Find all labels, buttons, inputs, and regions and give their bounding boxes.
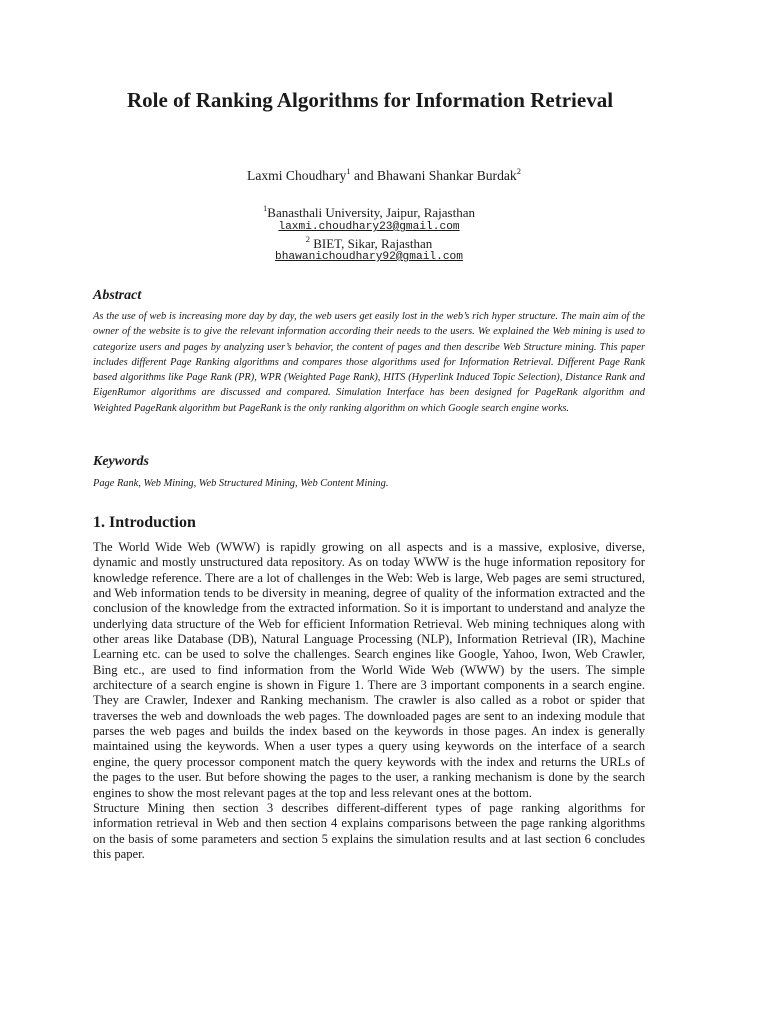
abstract-text: As the use of web is increasing more day by day, the web users get easily lost in the web’s rich hyper structure. The main aim of the owner of the website is to give the relevant information according their needs to the users. We explained the Web mining is used to categorize users and pages by analyzing user’s behavior, the content of pages and then describe Web Structure mining. This paper includes different Page Ranking algorithms and compares those algorithms used for Information Retrieval. Different Page Rank based algorithms like Page Rank (PR), WPR (Weighted Page Rank), HITS (Hyperlink Induced Topic Selection), Distance Rank and EigenRumor algorithms are discussed and compared. Simulation Interface has been designed for PageRank algorithm and Weighted PageRank algorithm but PageRank is the only ranking algorithm on which Google search engine works. <box>93 311 645 414</box>
introduction-heading: 1. Introduction <box>93 514 196 531</box>
affiliation-2-email-link[interactable]: bhawanichoudhary92@gmail.com <box>275 251 463 263</box>
paper-title: Role of Ranking Algorithms for Information Retrieval <box>126 88 614 112</box>
affiliation-1 <box>0 205 738 221</box>
abstract-heading: Abstract <box>93 288 142 303</box>
affiliation-1-sup: 1 <box>263 203 268 213</box>
keywords-text: Page Rank, Web Mining, Web Structured Mining, Web Content Mining. <box>93 478 389 489</box>
author-line <box>0 168 768 184</box>
author-1: Laxmi Choudhary <box>247 168 347 183</box>
author-2-sup: 2 <box>516 166 521 176</box>
author-2: Bhawani Shankar Burdak <box>377 168 517 183</box>
affiliation-1-email-link[interactable]: laxmi.choudhary23@gmail.com <box>278 221 460 233</box>
author-conjunction: and <box>353 168 374 183</box>
affiliation-2-sup: 2 <box>305 234 310 244</box>
affiliation-1-name: Banasthali University, Jaipur, Rajasthan <box>267 205 475 220</box>
introduction-paragraph-1: The World Wide Web (WWW) is rapidly growing on all aspects and is a massive, explosive, diverse, dynamic and mostly unstructured data repository. As on today WWW is the huge information repository for knowledge reference. There are a lot of challenges in the Web: Web is large, Web pages are semi structured, and Web information tends to be diversity in meaning, degree of quality of the information extracted and the conclusion of the knowledge from the extracted information. So it is important to understand and analyze the underlying data structure of the Web for efficient Information Retrieval. Web mining techniques along with other areas like Database (DB), Natural Language Processing (NLP), Information Retrieval (IR), Machine Learning etc. can be used to solve the challenges. Search engines like Google, Yahoo, Iwon, Web Crawler, Bing etc., are used to find information from the World Wide Web (WWW) by the users. The simple architecture of a search engine is shown in Figure 1. There are 3 important components in a search engine. They are Crawler, Indexer and Ranking mechanism. The crawler is also called as a robot or spider that traverses the web and downloads the web pages. The downloaded pages are sent to an indexing module that parses the web pages and builds the index based on the keywords in those pages. An index is generally maintained using the keywords. When a user types a query using keywords on the interface of a search engine, the query processor component match the query keywords with the index and returns the URLs of the pages to the user. But before showing the pages to the user, a ranking mechanism is done by the search engines to show the most relevant pages at the top and less relevant ones at the bottom. <box>93 540 645 800</box>
affiliation-2-name: BIET, Sikar, Rajasthan <box>313 236 433 251</box>
introduction-paragraph-2: Structure Mining then section 3 describes different-different types of page ranking algorithms for information retrieval in Web and then section 4 explains comparisons between the page ranking algorithms on the basis of some parameters and section 5 explains the simulation results and at last section 6 concludes this paper. <box>93 800 645 861</box>
author-1-sup: 1 <box>346 166 351 176</box>
affiliation-2 <box>0 236 738 252</box>
introduction-body <box>93 540 645 862</box>
keywords-heading: Keywords <box>93 454 149 469</box>
